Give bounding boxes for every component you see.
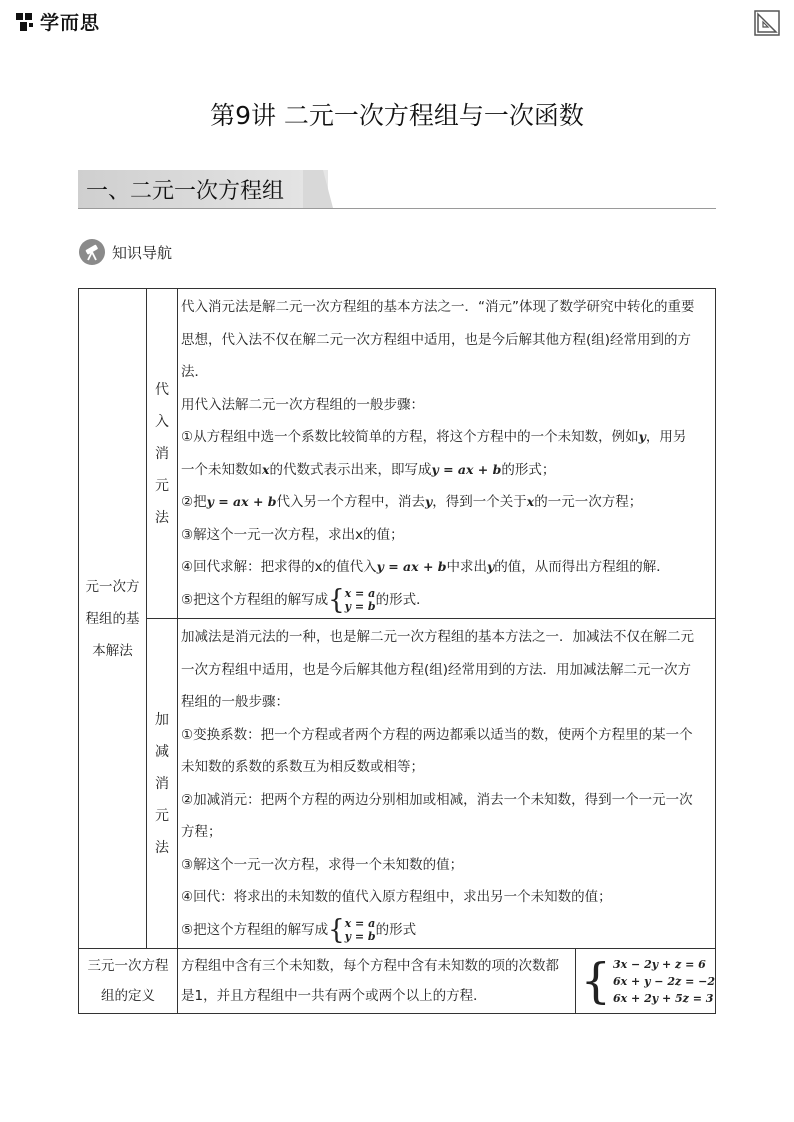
- text-line: 方程；: [181, 824, 222, 840]
- example-system: { 3x − 2y + z = 6 6x + y − 2z = −2 6x + 2y + 5z = 3: [580, 953, 715, 1009]
- text-line: 法．: [181, 364, 208, 380]
- ruler-triangle-icon: [754, 10, 780, 36]
- table-row: [79, 949, 716, 1014]
- step-4-line: ④回代求解：把求得的x的值代入y = ax + b中求出y的值，从而得出方程组的解．: [181, 559, 670, 575]
- page-title: 第9讲 二元一次方程组与一次函数: [210, 101, 584, 130]
- text-line: 程组的一般步骤：: [181, 694, 289, 710]
- example-equation: 6x + y − 2z = −2: [612, 974, 715, 988]
- text-line: 用代入法解二元一次方程组的一般步骤：: [181, 396, 424, 413]
- section-heading-cap: [303, 170, 333, 208]
- substitution-content: [178, 289, 716, 619]
- row-group-label: 元一次方程组的基本解法: [79, 289, 147, 949]
- example-equation: 3x − 2y + z = 6: [612, 957, 706, 971]
- section-divider: [78, 208, 716, 209]
- step-3-line: ③解这个一元一次方程，求出x的值；: [181, 526, 404, 543]
- substitution-label: 代入消元法: [155, 381, 169, 526]
- text-line: 代入消元法是解二元一次方程组的基本方法之一．“消元”体现了数学研究中转化的重要: [181, 299, 695, 315]
- example-equation: 6x + 2y + 5z = 3: [612, 991, 714, 1005]
- step-5-line: ⑤把这个方程组的解写成 { x = a y = b 的形式: [181, 913, 417, 946]
- step-2-line: ②把y = ax + b代入另一个方程中，消去y，得到一个关于x的一元一次方程；: [181, 494, 643, 510]
- step-1-line-a: ①从方程组中选一个系数比较简单的方程，将这个方程中的一个未知数，例如y，用另: [181, 429, 687, 445]
- table-row: [79, 619, 716, 949]
- text-line: ①变换系数：把一个方程或者两个方程的两边都乘以适当的数，使两个方程里的某一个: [181, 726, 693, 743]
- knowledge-table: [78, 288, 716, 1014]
- knowledge-nav-label: 知识导航: [112, 243, 173, 262]
- section-title: 一、二元一次方程组: [86, 179, 285, 204]
- solution-system: { x = a y = b: [328, 583, 376, 616]
- brand-name: 学而思: [40, 12, 101, 34]
- text-line: 思想，代入法不仅在解二元一次方程组中适用，也是今后解其他方程(组)经常用到的方: [181, 331, 692, 348]
- addition-label-cell: [147, 619, 178, 949]
- ternary-example: [576, 949, 716, 1014]
- knowledge-nav: [78, 238, 172, 266]
- section-heading: [78, 170, 716, 210]
- brand-logo: [14, 8, 100, 35]
- ternary-label: 三元一次方程组的定义: [79, 949, 178, 1014]
- text-line: 一次方程组中适用，也是今后解其他方程(组)经常用到的方法．用加减法解二元一次方: [181, 661, 692, 678]
- step-5-line: ⑤把这个方程组的解写成 { x = a y = b 的形式．: [181, 583, 430, 616]
- solution-system: { x = a y = b: [328, 913, 376, 946]
- addition-content: [178, 619, 716, 949]
- table-row: [79, 289, 716, 619]
- substitution-label-cell: [147, 289, 178, 619]
- addition-label: 加减消元法: [155, 711, 169, 856]
- text-line: 加减法是消元法的一种，也是解二元一次方程组的基本方法之一．加减法不仅在解二元: [181, 629, 694, 645]
- text-line: 未知数的系数的系数互为相反数或相等；: [181, 759, 424, 775]
- brand-mark-icon: [14, 11, 36, 33]
- ternary-definition: 方程组中含有三个未知数，每个方程中含有未知数的项的次数都是1，并且方程组中一共有两个或两个以上的方程．: [178, 949, 576, 1014]
- step-1-line-b: 一个未知数如x的代数式表示出来，即写成y = ax + b的形式；: [181, 461, 556, 478]
- telescope-icon: [78, 238, 106, 266]
- text-line: ③解这个一元一次方程，求得一个未知数的值；: [181, 856, 464, 873]
- text-line: ④回代：将求出的未知数的值代入原方程组中，求出另一个未知数的值；: [181, 889, 612, 905]
- text-line: ②加减消元：把两个方程的两边分别相加或相减，消去一个未知数，得到一个一元一次: [181, 791, 693, 808]
